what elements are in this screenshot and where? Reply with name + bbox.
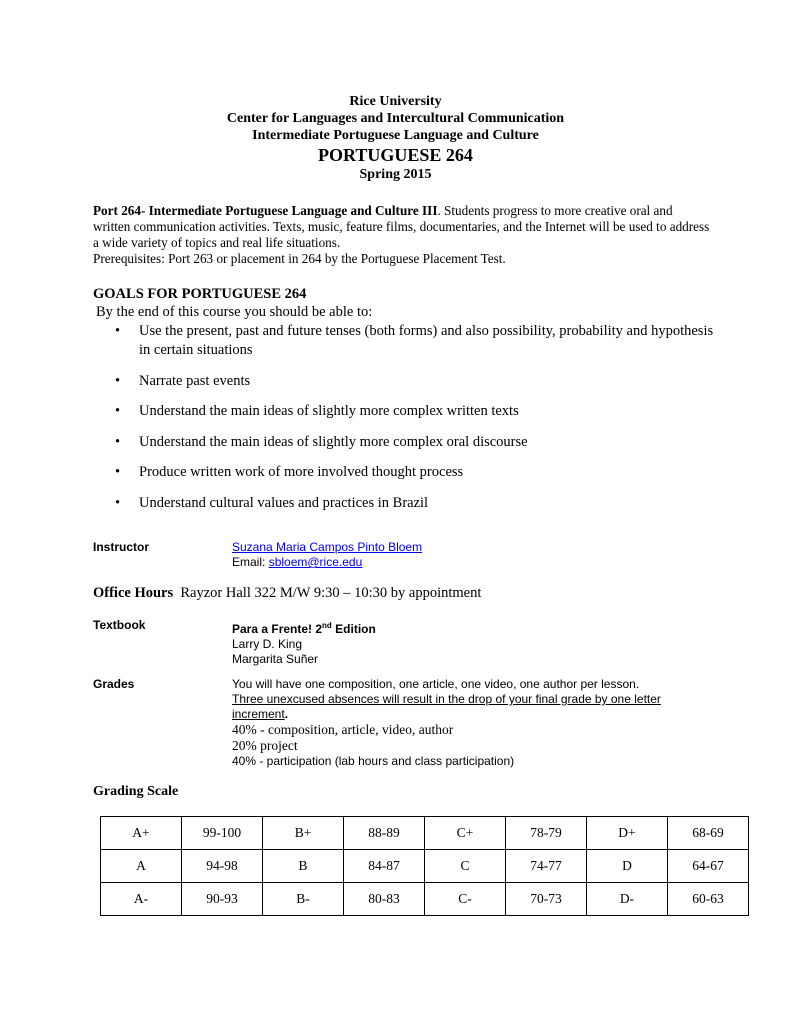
instructor-info — [232, 540, 422, 570]
table-cell: 64-67 — [667, 850, 748, 883]
instructor-name-link[interactable]: Suzana Maria Campos Pinto Bloem — [232, 540, 423, 554]
university-name: Rice University — [349, 94, 442, 109]
table-row — [101, 817, 749, 850]
office-hours-label: Office Hours — [93, 585, 174, 601]
textbook-label: Textbook — [93, 618, 146, 632]
course-name: Intermediate Portuguese Language and Culture — [252, 128, 539, 143]
office-hours — [93, 585, 481, 602]
instructor-email-link[interactable]: sbloem@rice.edu — [268, 555, 363, 569]
grades-line: You will have one composition, one article, one video, one author per lesson. — [232, 677, 640, 691]
table-cell: D — [586, 850, 667, 883]
email-label: Email: — [232, 555, 269, 569]
textbook-title-edition: Edition — [331, 622, 376, 636]
table-cell: B+ — [263, 817, 344, 850]
course-term: Spring 2015 — [359, 167, 432, 182]
course-description-title: Port 264- Intermediate Portuguese Language and Culture III — [93, 203, 438, 218]
bullet-icon: • — [115, 323, 121, 339]
grading-scale-title: Grading Scale — [93, 784, 179, 799]
table-cell: C- — [424, 883, 505, 916]
grading-scale-table — [100, 816, 749, 916]
goals-list — [115, 322, 715, 524]
table-cell: 74-77 — [505, 850, 586, 883]
table-cell: 94-98 — [181, 850, 262, 883]
grades-line: 20% project — [232, 738, 298, 753]
table-row — [101, 883, 749, 916]
goal-item: • Narrate past events — [115, 372, 251, 389]
textbook-author: Larry D. King — [232, 637, 303, 651]
course-description — [93, 203, 713, 267]
document-header — [0, 93, 791, 183]
grades-label: Grades — [93, 677, 135, 691]
table-cell: A- — [101, 883, 182, 916]
course-description-text: . Students progress to more creative oral and written communication activities. Texts, music, feature films, documentaries, and the Internet will be used to address a wide variety of topics and real life situations. — [93, 203, 710, 250]
table-cell: 99-100 — [181, 817, 262, 850]
table-cell: B — [263, 850, 344, 883]
table-cell: 90-93 — [181, 883, 262, 916]
textbook-title-superscript: nd — [322, 621, 332, 630]
grades-line: 40% - participation (lab hours and class participation) — [232, 754, 515, 768]
absence-policy: Three unexcused absences will result in the drop of your final grade by one letter increment — [232, 692, 661, 721]
table-cell: 88-89 — [343, 817, 424, 850]
table-cell: C — [424, 850, 505, 883]
bullet-icon: • — [115, 433, 121, 450]
goal-item: • Produce written work of more involved thought process — [115, 464, 464, 480]
table-cell: 84-87 — [343, 850, 424, 883]
office-hours-text: Rayzor Hall 322 M/W 9:30 – 10:30 by appointment — [180, 585, 482, 601]
table-cell: 80-83 — [343, 883, 424, 916]
goal-item: • Understand the main ideas of slightly more complex oral discourse — [115, 433, 528, 450]
prerequisites: Prerequisites: Port 263 or placement in 264 by the Portuguese Placement Test. — [93, 251, 506, 266]
bullet-icon: • — [115, 464, 121, 480]
grades-info: You will have one composition, one article, one video, one author per lesson. Three unexcused absences will result in the drop of your final grade by one letter increment. 40% - composition, article, video, author 20% project 40% - participation (lab hours and class participation) — [232, 677, 661, 768]
goal-item: • Understand the main ideas of slightly more complex written texts — [115, 403, 519, 419]
table-cell: D- — [586, 883, 667, 916]
table-row — [101, 850, 749, 883]
course-code: PORTUGUESE 264 — [318, 145, 473, 165]
textbook-author: Margarita Suñer — [232, 652, 319, 666]
goal-item: • Use the present, past and future tenses (both forms) and also possibility, probability and hypothesis in certain situations — [115, 323, 714, 358]
table-cell: D+ — [586, 817, 667, 850]
table-cell: 70-73 — [505, 883, 586, 916]
goals-intro: By the end of this course you should be able to: — [96, 304, 373, 320]
center-name: Center for Languages and Intercultural Communication — [226, 111, 565, 126]
bullet-icon: • — [115, 403, 121, 419]
grades-line: 40% - composition, article, video, author — [232, 722, 454, 737]
goals-title: GOALS FOR PORTUGUESE 264 — [93, 286, 307, 302]
table-cell: 68-69 — [667, 817, 748, 850]
bullet-icon: • — [115, 372, 121, 389]
bullet-icon: • — [115, 494, 121, 511]
instructor-label: Instructor — [93, 540, 150, 554]
table-cell: 78-79 — [505, 817, 586, 850]
table-cell: A+ — [101, 817, 182, 850]
table-cell: C+ — [424, 817, 505, 850]
textbook-info — [232, 618, 376, 667]
table-cell: B- — [263, 883, 344, 916]
goal-item: • Understand cultural values and practices in Brazil — [115, 494, 429, 511]
table-cell: 60-63 — [667, 883, 748, 916]
textbook-title: Para a Frente! 2 — [232, 622, 323, 636]
table-cell: A — [101, 850, 182, 883]
